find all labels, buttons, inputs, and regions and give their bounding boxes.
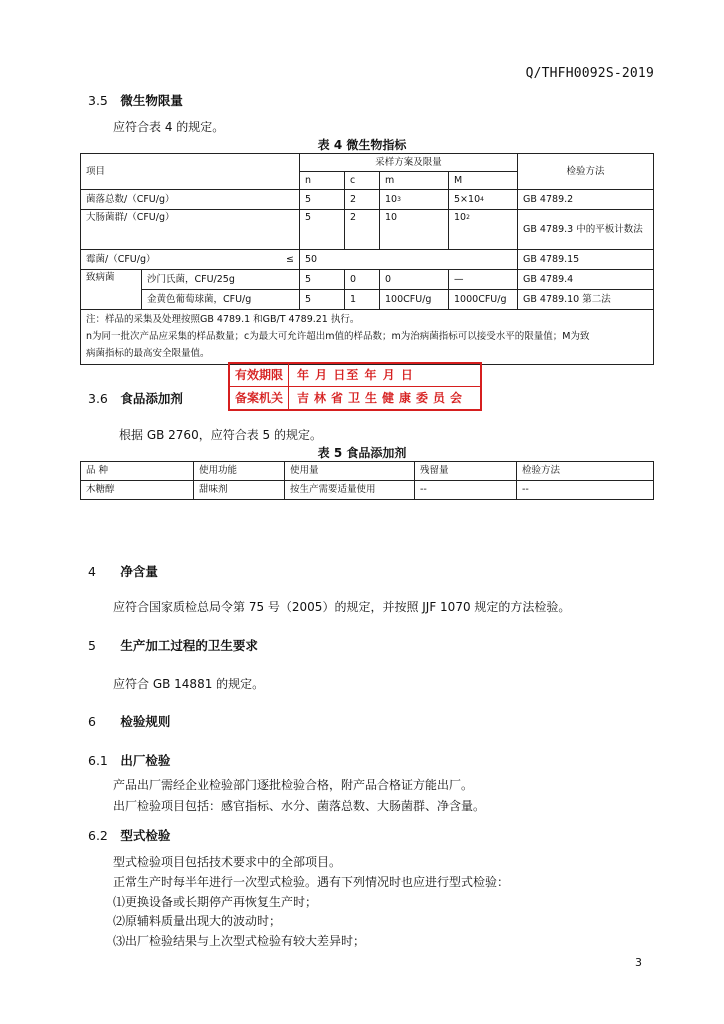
section-6-2-line-2: 正常生产时每半年进行一次型式检验。遇有下列情况时也应进行型式检验： — [113, 875, 510, 889]
stamp-label-validity: 有效期限 — [230, 364, 289, 386]
table-row — [81, 250, 654, 270]
cell-n: 5 — [300, 290, 345, 310]
cell-m: 100CFU/g — [380, 290, 449, 310]
cell-method: GB 4789.2 — [518, 190, 654, 210]
cell-limit: 50 — [300, 250, 518, 270]
cell-variety: 木糖醇 — [81, 481, 194, 500]
cell-item: 沙门氏菌，CFU/25g — [142, 270, 300, 290]
cell-item: 金黄色葡萄球菌，CFU/g — [142, 290, 300, 310]
cell-M — [449, 210, 518, 250]
header-n: n — [300, 172, 345, 190]
table-row — [81, 210, 654, 250]
stamp-row-validity — [230, 364, 480, 387]
section-title: 型式检验 — [120, 828, 171, 843]
header-m: m — [380, 172, 449, 190]
m-exponent: 3 — [397, 195, 401, 203]
cell-M — [449, 190, 518, 210]
cell-m — [380, 190, 449, 210]
section-6-1-line-2: 出厂检验项目包括：感官指标、水分、菌落总数、大肠菌群、净含量。 — [113, 799, 486, 813]
section-title: 生产加工过程的卫生要求 — [120, 638, 258, 653]
cell-item: 菌落总数/（CFU/g） — [81, 190, 300, 210]
cell-method: GB 4789.15 — [518, 250, 654, 270]
M-exponent: 4 — [480, 195, 484, 203]
header-residue: 残留量 — [415, 462, 517, 481]
section-5-heading — [88, 636, 258, 654]
cell-c: 1 — [345, 290, 380, 310]
food-additive-table — [80, 461, 654, 500]
cell-method: GB 4789.10 第二法 — [518, 290, 654, 310]
section-6-1-heading — [88, 751, 170, 769]
section-6-1-line-1: 产品出厂需经企业检验部门逐批检验合格，附产品合格证方能出厂。 — [113, 778, 474, 792]
header-c: c — [345, 172, 380, 190]
cell-method: -- — [517, 481, 654, 500]
cell-m: 10 — [380, 210, 449, 250]
stamp-value-validity: 年 月 日至 年 月 日 — [297, 368, 414, 382]
cell-n: 5 — [300, 270, 345, 290]
section-title: 微生物限量 — [120, 93, 183, 108]
cell-method: GB 4789.4 — [518, 270, 654, 290]
cell-n: 5 — [300, 190, 345, 210]
stamp-value-authority: 吉林省卫生健康委员会 — [297, 391, 468, 405]
section-5-text: 应符合 GB 14881 的规定。 — [113, 677, 265, 691]
header-M: M — [449, 172, 518, 190]
table-header-row — [81, 462, 654, 481]
section-title: 净含量 — [120, 564, 158, 579]
cell-method: GB 4789.3 中的平板计数法 — [518, 210, 654, 250]
section-number: 6 — [88, 714, 96, 729]
section-number: 3.5 — [88, 93, 108, 108]
table-row — [81, 270, 654, 290]
section-number: 4 — [88, 564, 96, 579]
section-number: 6.2 — [88, 828, 108, 843]
cell-group-pathogens: 致病菌 — [81, 270, 142, 310]
cell-M: — — [449, 270, 518, 290]
header-test-method: 检验方法 — [517, 462, 654, 481]
section-number: 5 — [88, 638, 96, 653]
M-base: 5×10 — [454, 193, 481, 205]
cell-dosage: 按生产需要适量使用 — [285, 481, 415, 500]
section-title: 食品添加剂 — [120, 391, 183, 406]
section-number: 3.6 — [88, 391, 108, 406]
section-number: 6.1 — [88, 753, 108, 768]
header-dosage: 使用量 — [285, 462, 415, 481]
stamp-row-authority — [230, 387, 480, 409]
stamp-label-authority: 备案机关 — [230, 387, 289, 409]
table-5-caption: 表 5 食品添加剂 — [317, 446, 407, 460]
m-base: 10 — [385, 193, 398, 205]
header-item: 项目 — [81, 154, 300, 190]
section-6-heading — [88, 712, 170, 730]
document-id: Q/THFH0092S-2019 — [525, 66, 654, 81]
section-title: 出厂检验 — [120, 753, 171, 768]
table-row — [81, 481, 654, 500]
list-item: ⑶出厂检验结果与上次型式检验有较大差异时； — [113, 934, 366, 948]
microbial-limits-table — [80, 153, 654, 365]
table-header-row — [81, 154, 654, 172]
note-line-2: n为同一批次产品应采集的样品数量；c为最大可允许超出m值的样品数；m为治病菌指标可以接受水平的限量值；M为致 — [86, 331, 590, 342]
section-6-2-line-1: 型式检验项目包括技术要求中的全部项目。 — [113, 855, 342, 869]
filing-stamp — [228, 362, 482, 411]
mold-label: 霉菌/（CFU/g） — [86, 253, 156, 265]
cell-c: 2 — [345, 190, 380, 210]
page-number: 3 — [635, 956, 642, 969]
section-3-5-heading — [88, 91, 183, 109]
list-item: ⑴更换设备或长期停产再恢复生产时； — [113, 895, 318, 909]
section-4-heading — [88, 562, 158, 580]
table-row — [81, 290, 654, 310]
table-row — [81, 190, 654, 210]
M-base: 10 — [454, 212, 467, 223]
less-equal-sign: ≤ — [286, 253, 295, 265]
cell-function: 甜味剂 — [194, 481, 285, 500]
cell-c: 0 — [345, 270, 380, 290]
table-notes — [81, 310, 654, 365]
note-line-3: 病菌指标的最高安全限量值。 — [86, 348, 210, 359]
cell-c: 2 — [345, 210, 380, 250]
cell-M: 1000CFU/g — [449, 290, 518, 310]
section-title: 检验规则 — [120, 714, 171, 729]
cell-item: 大肠菌群/（CFU/g） — [81, 210, 300, 250]
table-4-caption: 表 4 微生物指标 — [317, 138, 407, 152]
section-4-text: 应符合国家质检总局令第 75 号（2005）的规定，并按照 JJF 1070 规定的方法检验。 — [113, 600, 571, 614]
note-line-1: 注：样品的采集及处理按照GB 4789.1 和GB/T 4789.21 执行。 — [86, 314, 360, 325]
cell-item — [81, 250, 300, 270]
header-sampling-plan: 采样方案及限量 — [300, 154, 518, 172]
section-3-6-text: 根据 GB 2760，应符合表 5 的规定。 — [119, 428, 322, 442]
header-test-method: 检验方法 — [518, 154, 654, 190]
cell-m: 0 — [380, 270, 449, 290]
section-3-6-heading — [88, 389, 183, 407]
cell-residue: -- — [415, 481, 517, 500]
M-exponent: 2 — [466, 214, 470, 221]
list-item: ⑵原辅料质量出现大的波动时； — [113, 914, 282, 928]
section-6-2-heading — [88, 826, 170, 844]
section-3-5-text: 应符合表 4 的规定。 — [113, 120, 225, 134]
cell-n: 5 — [300, 210, 345, 250]
table-note-row — [81, 310, 654, 365]
header-function: 使用功能 — [194, 462, 285, 481]
header-variety: 品 种 — [81, 462, 194, 481]
